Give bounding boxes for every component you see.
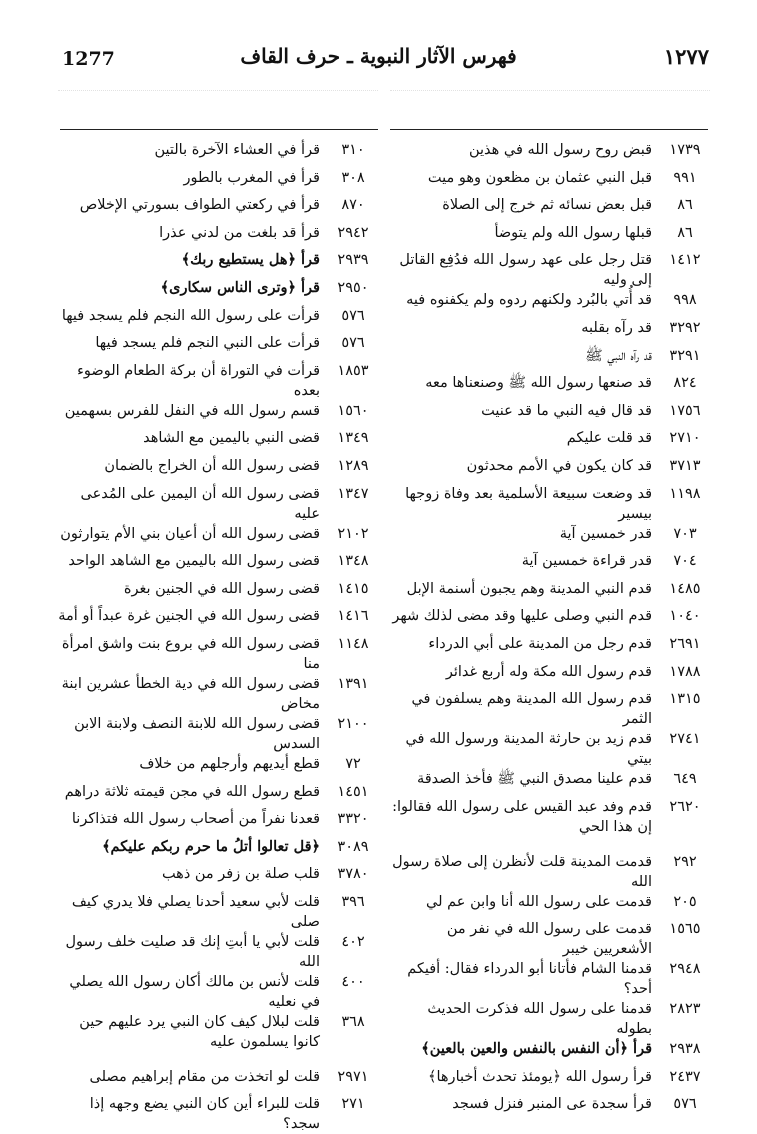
hadith-text: قرأ قد بلغت من لدني عذرا — [159, 224, 320, 241]
index-entry — [58, 168, 378, 196]
hadith-number: ٧٠٤ — [673, 553, 697, 570]
hadith-number: ١٠٤٠ — [669, 608, 701, 625]
hadith-text: قعدنا نفراً من أصحاب رسول الله فتذاكرنا — [71, 811, 320, 828]
index-entry — [58, 972, 378, 1012]
hadith-text: قبل بعض نسائه ثم خرج إلى الصلاة — [442, 197, 652, 214]
hadith-number: ٥٧٦ — [341, 335, 365, 352]
index-entry — [58, 551, 378, 579]
hadith-number: ١٢٨٩ — [337, 457, 369, 474]
hadith-text: قضى رسول الله في بروع بنت واشق امرأة منا — [61, 635, 320, 672]
index-entry — [390, 524, 710, 552]
page-title: فهرس الآثار النبوية ـ حرف القاف — [240, 44, 517, 68]
index-entry — [390, 852, 710, 892]
index-entry — [58, 754, 378, 782]
hadith-text: قرأ في المغرب بالطور — [183, 169, 320, 186]
hadith-text: قدمنا الشام فأتانا أبو الدرداء فقال: أفيكم أحد؟ — [407, 961, 652, 998]
page-number-arabic: ١٢٧٧ — [663, 44, 709, 69]
hadith-number: ٢٦٢٠ — [669, 798, 701, 815]
hadith-number: ٢٦٩١ — [669, 635, 701, 652]
index-entry — [390, 634, 710, 662]
hadith-number: ٢٩٣٩ — [337, 252, 369, 269]
hadith-text: قضى رسول الله للابنة النصف ولابنة الابن السدس — [74, 715, 320, 752]
index-entry — [390, 551, 710, 579]
hadith-number: ١٧٣٩ — [669, 142, 701, 158]
hadith-text: قدم وفد عبد القيس على رسول الله فقالوا: إن هذا الحي — [392, 798, 652, 835]
hadith-text: قد كان يكون في الأمم محدثون — [466, 457, 652, 474]
hadith-number: ٣٠٨ — [341, 169, 365, 186]
hadith-number: ٣٩٦ — [341, 893, 365, 910]
hadith-text: قرأ ﴿وترى الناس سكارى﴾ — [160, 278, 320, 296]
hadith-number: ٨٢٤ — [673, 375, 697, 392]
hadith-number: ٢٠٥ — [673, 893, 697, 910]
index-entry — [390, 290, 710, 318]
index-entry — [390, 484, 710, 524]
index-entry — [390, 140, 710, 168]
hadith-text: قدم رجل من المدينة على أبي الدرداء — [428, 635, 652, 652]
hadith-number: ١٤٨٥ — [669, 580, 701, 597]
hadith-text: قبض روح رسول الله في هذين — [468, 142, 652, 158]
column-rule-left — [60, 129, 378, 130]
hadith-number: ٥٧٦ — [673, 1096, 697, 1113]
hadith-text: قد أُتي بالبُرد ولكنهم ردوه ولم يكفنوه فيه — [406, 292, 652, 309]
hadith-number: ١١٤٨ — [337, 635, 369, 652]
hadith-number: ٣٠٨٩ — [337, 838, 369, 855]
hadith-text: قدمت على رسول الله في نفر من الأشعريين خيبر — [446, 921, 652, 958]
hadith-number: ٩٩٨ — [673, 292, 697, 309]
index-entry — [58, 484, 378, 524]
hadith-text: قد صنعها رسول الله ﷺ وصنعناها معه — [425, 375, 652, 392]
index-entry — [390, 428, 710, 456]
faint-bleed-left — [58, 90, 378, 127]
hadith-text: قدم رسول الله المدينة وهم يسلفون في الثمر — [411, 691, 652, 728]
hadith-number: ١٣٤٨ — [337, 553, 369, 570]
hadith-text: قدمت على رسول الله أنا وابن عم لي — [426, 893, 652, 910]
hadith-text: قرأت على النبي النجم فلم يسجد فيها — [95, 335, 320, 352]
hadith-number: ٣٣٢٠ — [337, 811, 369, 828]
hadith-number: ١٧٨٨ — [669, 663, 701, 680]
index-entry — [58, 428, 378, 456]
hadith-text: قضى رسول الله في دية الخطأ عشرين ابنة مخاض — [61, 675, 320, 712]
index-entry — [390, 1039, 710, 1067]
page-header — [0, 42, 757, 82]
hadith-text: قدمنا على رسول الله فذكرت الحديث بطوله — [427, 1001, 652, 1038]
index-entry — [390, 919, 710, 959]
hadith-number: ٨٧٠ — [341, 197, 365, 214]
hadith-text: قضى رسول الله في الجنين بغرة — [123, 580, 320, 597]
hadith-number: ٣٧١٣ — [669, 457, 701, 474]
index-entry — [58, 809, 378, 837]
hadith-text: قد قلت عليكم — [566, 430, 652, 447]
hadith-text: قدر قراءة خمسين آية — [521, 553, 652, 570]
index-entry — [390, 318, 710, 346]
hadith-text: قضى رسول الله باليمين مع الشاهد الواحد — [68, 553, 320, 570]
index-entry — [58, 892, 378, 932]
hadith-number: ١٧٥٦ — [669, 402, 701, 419]
index-entry — [390, 689, 710, 729]
hadith-text: قرأت في التوراة أن بركة الطعام الوضوء بعده — [77, 362, 320, 399]
hadith-text: قلت لأبي يا أبتِ إنك قد صليت خلف رسول الله — [65, 933, 320, 970]
hadith-number: ١٥٦٥ — [669, 921, 701, 938]
hadith-number: ٢٩٥٠ — [337, 279, 369, 296]
hadith-number: ٨٦ — [677, 197, 693, 214]
hadith-number: ٢٧٤١ — [669, 731, 701, 748]
index-entry — [58, 837, 378, 865]
hadith-text: قدم رسول الله مكة وله أربع غدائر — [445, 663, 652, 680]
hadith-number: ٢٩٧١ — [337, 1068, 369, 1085]
hadith-number: ١٤١٦ — [337, 608, 369, 625]
index-entry — [58, 932, 378, 972]
hadith-text: قطع أيديهم وأرجلهم من خلاف — [139, 755, 320, 772]
hadith-text: قرأت على رسول الله النجم فلم يسجد فيها — [61, 307, 320, 324]
index-entry — [58, 1012, 378, 1067]
hadith-number: ٧٢ — [345, 755, 361, 772]
hadith-number: ١٤٥١ — [337, 783, 369, 800]
page-number-latin: 1277 — [62, 48, 115, 70]
index-entry — [390, 892, 710, 920]
hadith-text: قلت لأنس بن مالك أكان رسول الله يصلي في نعليه — [69, 973, 320, 1010]
hadith-text: ﴿قل تعالوا أتلُ ما حرم ربكم عليكم﴾ — [102, 837, 320, 855]
hadith-number: ٢٨٢٣ — [669, 1001, 701, 1018]
index-entry — [390, 401, 710, 429]
index-entry — [390, 662, 710, 690]
index-entry — [58, 278, 378, 306]
index-entry — [390, 729, 710, 769]
hadith-text: قدر خمسين آية — [559, 525, 652, 542]
hadith-number: ١٣٤٩ — [337, 430, 369, 447]
hadith-number: ٣٢٩٢ — [669, 319, 701, 336]
hadith-number: ٢٧١٠ — [669, 430, 701, 447]
hadith-number: ٣١٠ — [341, 142, 365, 158]
index-entry — [58, 223, 378, 251]
hadith-text: قرأ رسول الله ﴿يومئذ تحدث أخبارها﴾ — [428, 1068, 652, 1085]
hadith-text: قد وضعت سبيعة الأسلمية بعد وفاة زوجها بيسير — [405, 485, 652, 522]
hadith-number: ١٣٩١ — [337, 675, 369, 692]
hadith-number: ١١٩٨ — [669, 485, 701, 502]
faint-bleed-right — [390, 90, 710, 127]
hadith-text: قدم زيد بن حارثة المدينة ورسول الله في بيتي — [405, 731, 652, 768]
index-entry — [390, 1067, 710, 1095]
index-entry — [58, 579, 378, 607]
hadith-number: ٣٦٨ — [341, 1013, 365, 1030]
hadith-number: ١٣٤٧ — [337, 485, 369, 502]
hadith-number: ٢٩٤٨ — [669, 961, 701, 978]
hadith-text: قد قال فيه النبي ما قد عنيت — [481, 402, 652, 419]
hadith-number: ٢١٠٢ — [337, 525, 369, 542]
hadith-number: ٩٩١ — [673, 169, 697, 186]
hadith-number: ٣٧٨٠ — [337, 866, 369, 883]
hadith-text: قرأ سجدة عى المنبر فنزل فسجد — [452, 1096, 652, 1113]
index-entry — [390, 223, 710, 251]
hadith-text: قد رآه النبي ﷺ — [585, 347, 652, 364]
hadith-text: قسم رسول الله في النفل للفرس بسهمين — [64, 402, 320, 419]
index-entry — [58, 634, 378, 674]
index-entry — [390, 769, 710, 797]
index-entry — [58, 1094, 378, 1134]
index-entry — [390, 606, 710, 634]
hadith-number: ٢٩٣٨ — [669, 1041, 701, 1058]
index-entry — [58, 606, 378, 634]
hadith-number: ٧٠٣ — [673, 525, 697, 542]
index-entry — [390, 250, 710, 290]
index-entry — [58, 333, 378, 361]
hadith-number: ٢٧١ — [341, 1096, 365, 1113]
index-entry — [58, 782, 378, 810]
index-entry — [58, 401, 378, 429]
hadith-text: قلب صلة بن زفر من ذهب — [161, 866, 320, 883]
hadith-number: ٤٠٠ — [341, 973, 365, 990]
hadith-text: قضى النبي باليمين مع الشاهد — [143, 430, 320, 447]
hadith-text: قرأ ﴿هل يستطيع ربك﴾ — [181, 251, 320, 269]
hadith-text: قضى رسول الله في الجنين غرة عبداً أو أمة — [58, 608, 320, 625]
hadith-number: ٥٧٦ — [341, 307, 365, 324]
hadith-text: قلت لأبي سعيد أحدنا يصلي فلا يدري كيف صلى — [71, 893, 320, 930]
hadith-text: قد رآه بقلبه — [581, 319, 652, 336]
hadith-text: قضى رسول الله أن اليمين على المُدعى عليه — [80, 485, 320, 522]
hadith-text: قلت لو اتخذت من مقام إبراهيم مصلى — [89, 1068, 320, 1085]
hadith-text: قدمت المدينة قلت لأنظرن إلى صلاة رسول الله — [392, 853, 652, 890]
index-entry — [58, 195, 378, 223]
hadith-number: ٢١٠٠ — [337, 715, 369, 732]
hadith-text: قرأ في ركعتي الطواف بسورتي الإخلاص — [79, 197, 320, 214]
hadith-text: قبلها رسول الله ولم يتوضأ — [494, 224, 652, 241]
index-entry — [390, 999, 710, 1039]
index-column-left — [58, 140, 378, 1134]
index-entry — [390, 346, 710, 374]
index-entry — [390, 456, 710, 484]
index-entry — [58, 250, 378, 278]
hadith-text: قضى رسول الله أن الخراج بالضمان — [104, 457, 320, 474]
index-entry — [390, 1094, 710, 1122]
hadith-text: قدم النبي وصلى عليها وقد مضى لذلك شهر — [392, 608, 652, 625]
hadith-number: ٦٤٩ — [673, 771, 697, 788]
index-entry — [58, 1067, 378, 1095]
index-entry — [58, 714, 378, 754]
hadith-text: قلت لبلال كيف كان النبي يرد عليهم حين كانوا يسلمون عليه — [79, 1013, 320, 1050]
hadith-number: ٢٩٤٢ — [337, 224, 369, 241]
index-entry — [58, 306, 378, 334]
index-entry — [58, 140, 378, 168]
index-entry — [58, 456, 378, 484]
index-entry — [58, 524, 378, 552]
hadith-number: ٢٩٢ — [673, 853, 697, 870]
hadith-number: ١٥٦٠ — [337, 402, 369, 419]
hadith-number: ١٤١٥ — [337, 580, 369, 597]
hadith-number: ٣٢٩١ — [669, 347, 701, 364]
hadith-text: قطع رسول الله في مجن قيمته ثلاثة دراهم — [64, 783, 320, 800]
index-entry — [390, 959, 710, 999]
hadith-number: ٢٤٣٧ — [669, 1068, 701, 1085]
hadith-number: ١٤١٢ — [669, 252, 701, 269]
hadith-text: قرأ في العشاء الآخرة بالتين — [154, 142, 320, 158]
hadith-text: قتل رجل على عهد رسول الله فدُفِع القاتل إلى وليه — [399, 252, 652, 289]
index-entry — [390, 195, 710, 223]
hadith-text: قضى رسول الله أن أعيان بني الأم يتوارثون — [60, 525, 320, 542]
hadith-text: قلت للبراء أين كان النبي يضع وجهه إذا سجد؟ — [89, 1096, 320, 1133]
index-entry — [58, 361, 378, 401]
column-rule-right — [390, 129, 708, 130]
index-entry — [390, 579, 710, 607]
index-entry — [58, 864, 378, 892]
hadith-text: قدم علينا مصدق النبي ﷺ فأخذ الصدقة — [416, 771, 652, 788]
hadith-text: قبل النبي عثمان بن مظعون وهو ميت — [427, 169, 652, 186]
hadith-number: ٨٦ — [677, 224, 693, 241]
index-entry — [58, 674, 378, 714]
index-entry — [390, 168, 710, 196]
index-column-right — [390, 140, 710, 1122]
hadith-number: ٤٠٢ — [341, 933, 365, 950]
hadith-text: قدم النبي المدينة وهم يجبون أسنمة الإبل — [406, 580, 652, 597]
index-entry — [390, 373, 710, 401]
index-entry — [390, 797, 710, 852]
hadith-number: ١٨٥٣ — [337, 362, 369, 379]
hadith-number: ١٣١٥ — [669, 691, 701, 708]
hadith-text: قرأ ﴿أن النفس بالنفس والعين بالعين﴾ — [421, 1040, 652, 1058]
